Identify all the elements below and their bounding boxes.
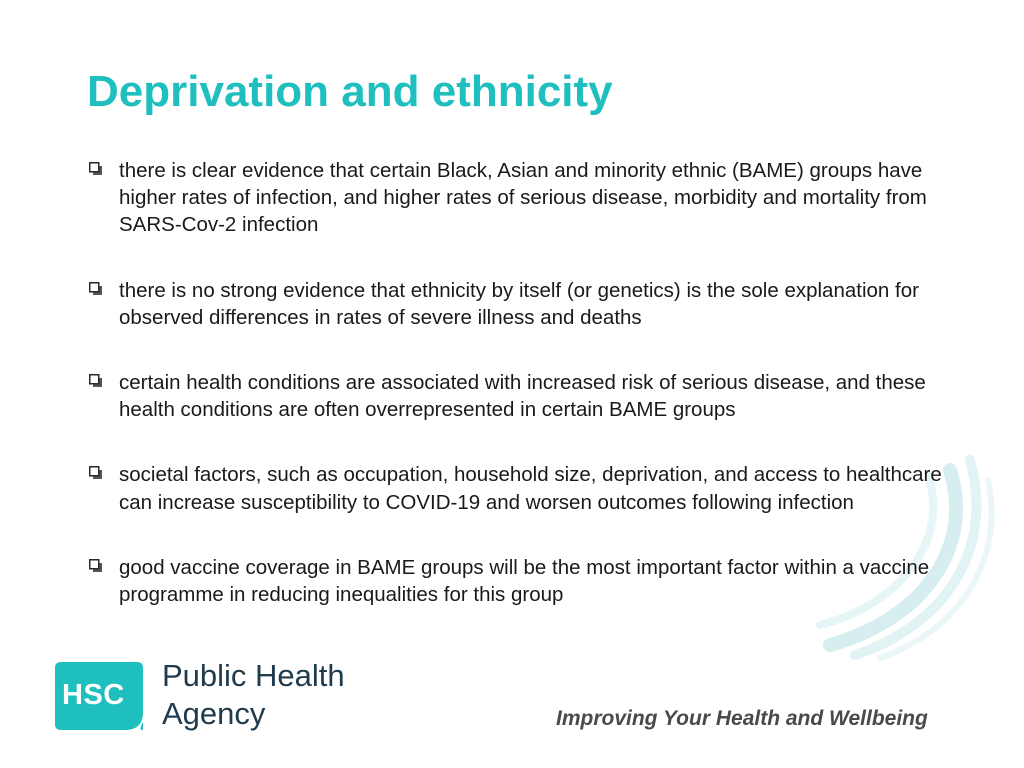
bullet-text: there is no strong evidence that ethnicity by itself (or genetics) is the sole explanation for observed differences in rates of severe illness and deaths — [119, 278, 919, 329]
hsc-logo-text: HSC — [62, 679, 125, 711]
footer-tagline: Improving Your Health and Wellbeing — [556, 707, 928, 730]
bullet-text: good vaccine coverage in BAME groups will be the most important factor within a vaccine programme in reducing inequalities for this group — [119, 555, 930, 607]
bullet-list — [88, 157, 968, 646]
bullet-item — [88, 277, 968, 331]
bullet-text: certain health conditions are associated with increased risk of serious disease, and these health conditions are often overrepresented in certain BAME groups — [119, 371, 926, 422]
bullet-item — [88, 554, 968, 608]
bullet-text: societal factors, such as occupation, household size, deprivation, and access to healthcare can increase susceptibility to COVID-19 and worsen outcomes following infection — [119, 463, 942, 514]
org-name-line2: Agency — [162, 696, 266, 731]
hollow-square-bullet-icon — [89, 559, 102, 572]
bullet-item — [88, 369, 968, 423]
org-name-line1: Public Health — [162, 658, 345, 693]
slide-title: Deprivation and ethnicity — [87, 67, 613, 116]
hollow-square-bullet-icon — [89, 466, 102, 479]
hollow-square-bullet-icon — [89, 282, 102, 295]
pha-logo — [55, 658, 355, 738]
hollow-square-bullet-icon — [89, 374, 102, 387]
bullet-item — [88, 157, 968, 239]
bullet-item — [88, 461, 968, 515]
bullet-text: there is clear evidence that certain Black, Asian and minority ethnic (BAME) groups have higher rates of infection, and higher rates of serious disease, morbidity and mortality from SARS-Cov-2 infection — [119, 159, 927, 237]
hollow-square-bullet-icon — [89, 162, 102, 175]
